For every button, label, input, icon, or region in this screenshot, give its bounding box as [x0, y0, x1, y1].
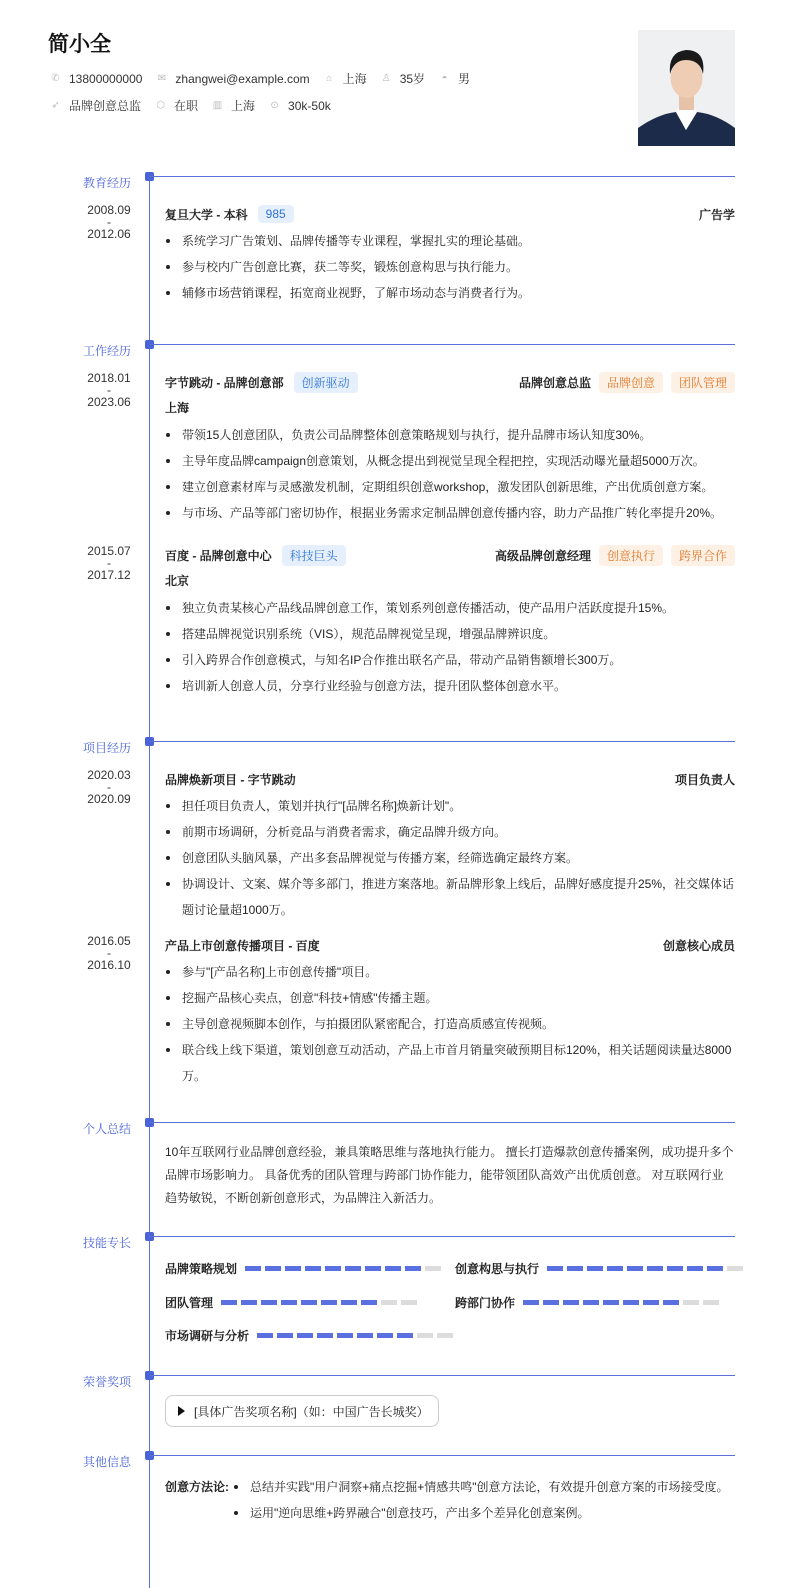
section-education	[0, 176, 794, 190]
skill-segment-filled	[587, 1266, 603, 1271]
skill-segment-filled	[277, 1333, 293, 1338]
job-info-row	[50, 97, 345, 114]
section-other	[0, 1455, 794, 1469]
age: 35岁	[399, 72, 426, 86]
gender-icon: ◓	[441, 73, 448, 84]
bullet-item: 前期市场调研，分析竞品与消费者需求，确定品牌升级方向。	[165, 819, 735, 845]
bullet-list	[233, 1474, 753, 1526]
skill-segment-filled	[603, 1300, 619, 1305]
skill-segment-filled	[297, 1333, 313, 1338]
email: zhangwei@example.com	[175, 71, 310, 86]
target-position: 品牌创意总监	[69, 99, 142, 113]
skill-level-bar	[245, 1266, 445, 1271]
bullet-list	[165, 595, 735, 699]
skill-segment-filled	[583, 1300, 599, 1305]
skill-segment-filled	[405, 1266, 421, 1271]
skill-segment-filled	[301, 1300, 317, 1305]
bullet-item: 联合线上线下渠道，策划创意互动活动，产品上市首月销量突破预期目标120%，相关话题阅读量达8000万。	[165, 1037, 735, 1089]
phone-icon: ✆	[51, 73, 60, 84]
date-part: 2023.06	[87, 395, 131, 409]
bullet-item: 建立创意素材库与灵感激发机制，定期组织创意workshop，激发团队创新思维，产出优质创意方案。	[165, 474, 735, 500]
skill-segment-filled	[543, 1300, 559, 1305]
project-role: 项目负责人	[674, 772, 735, 787]
divider	[149, 1122, 735, 1123]
skill-name: 品牌策略规划	[165, 1262, 238, 1276]
date-part: 2016.05	[87, 934, 131, 948]
skill-segment-filled	[305, 1266, 321, 1271]
divider	[149, 344, 735, 345]
bullet-list	[165, 228, 735, 306]
section-title: 项目经历	[83, 741, 132, 755]
skill-segment-filled	[321, 1300, 337, 1305]
skill-segment-empty	[401, 1300, 417, 1305]
divider	[149, 1375, 735, 1376]
other-label: 创意方法论:	[165, 1480, 229, 1494]
skill-name: 团队管理	[165, 1296, 214, 1310]
skill-segment-filled	[547, 1266, 563, 1271]
skill-segment-filled	[261, 1300, 277, 1305]
skill-segment-filled	[325, 1266, 341, 1271]
bullet-list	[165, 793, 735, 923]
company-tag: 科技巨头	[282, 545, 346, 566]
target-city: 上海	[231, 99, 256, 113]
skill-segment-filled	[265, 1266, 281, 1271]
status-icon: ⬡	[156, 100, 165, 111]
bullet-item: 主导创意视频脚本创作，与拍摄团队紧密配合，打造高质感宣传视频。	[165, 1011, 735, 1037]
school: 复旦大学 - 本科	[165, 207, 248, 222]
skill-item	[165, 1260, 445, 1277]
skill-segment-empty	[683, 1300, 699, 1305]
skill-item	[455, 1294, 723, 1311]
bullet-item: 引入跨界合作创意模式，与知名IP合作推出联名产品，带动产品销售额增长300万。	[165, 647, 735, 673]
date-part: 2015.07	[87, 544, 131, 558]
skill-segment-filled	[285, 1266, 301, 1271]
award-name: [具体广告奖项名称]（如：中国广告长城奖）	[194, 1404, 429, 1419]
section-title: 荣誉奖项	[83, 1375, 132, 1389]
school-tag: 985	[258, 205, 294, 223]
date-range	[84, 769, 134, 805]
bullet-item: 系统学习广告策划、品牌传播等专业课程，掌握扎实的理论基础。	[165, 228, 735, 254]
skill-segment-filled	[245, 1266, 261, 1271]
bullet-item: 主导年度品牌campaign创意策划，从概念提出到视觉呈现全程把控，实现活动曝光量超5000万次。	[165, 448, 735, 474]
bullet-item: 总结并实践"用户洞察+痛点挖掘+情感共鸣"创意方法论，有效提升创意方案的市场接受度。	[233, 1474, 753, 1500]
date-part: -	[107, 556, 111, 570]
location: 上海	[342, 72, 367, 86]
date-range	[84, 372, 134, 408]
work-city: 上海	[165, 401, 190, 415]
section-title: 个人总结	[83, 1122, 132, 1136]
date-part: 2017.12	[87, 568, 131, 582]
date-part: 2018.01	[87, 371, 131, 385]
bullet-list	[165, 422, 735, 526]
skill-segment-filled	[357, 1333, 373, 1338]
skill-segment-filled	[257, 1333, 273, 1338]
bullet-item: 担任项目负责人，策划并执行"[品牌名称]焕新计划"。	[165, 793, 735, 819]
skill-segment-filled	[663, 1300, 679, 1305]
skill-segment-filled	[687, 1266, 703, 1271]
skill-segment-filled	[623, 1300, 639, 1305]
skill-segment-filled	[241, 1300, 257, 1305]
date-part: 2012.06	[87, 227, 131, 241]
skill-name: 跨部门协作	[455, 1296, 516, 1310]
date-part: -	[107, 946, 111, 960]
role-tag: 跨界合作	[671, 545, 735, 566]
skill-segment-filled	[345, 1266, 361, 1271]
skill-item	[165, 1294, 421, 1311]
date-part: -	[107, 383, 111, 397]
profile-photo	[638, 30, 735, 146]
bullet-item: 参与"[产品名称]上市创意传播"项目。	[165, 959, 735, 985]
role-tag: 品牌创意	[599, 372, 663, 393]
home-icon: ⌂	[326, 73, 333, 84]
role-tag: 团队管理	[671, 372, 735, 393]
skill-segment-filled	[523, 1300, 539, 1305]
project-name: 产品上市创意传播项目 - 百度	[165, 938, 320, 953]
section-title: 工作经历	[83, 344, 132, 358]
section-summary	[0, 1122, 794, 1136]
skill-segment-filled	[397, 1333, 413, 1338]
skill-segment-empty	[703, 1300, 719, 1305]
date-range	[84, 935, 134, 971]
skill-item	[165, 1327, 457, 1344]
date-part: 2020.09	[87, 792, 131, 806]
job-title: 高级品牌创意经理	[494, 548, 591, 563]
section-skills	[0, 1236, 794, 1250]
bullet-item: 运用"逆向思维+跨界融合"创意技巧，产出多个差异化创意案例。	[233, 1500, 753, 1526]
bullet-list	[165, 959, 735, 1089]
date-part: 2016.10	[87, 958, 131, 972]
skill-segment-filled	[643, 1300, 659, 1305]
section-title: 其他信息	[83, 1455, 132, 1469]
summary-text: 10年互联网行业品牌创意经验，兼具策略思维与落地执行能力。 擅长打造爆款创意传播案例，成功提升多个品牌市场影响力。 具备优秀的团队管理与跨部门协作能力，能带领团队高效产出优质创意。 对互联网行业趋势敏锐，不断创新创意形式，为品牌注入新活力。	[165, 1145, 734, 1205]
salary: 30k-50k	[288, 98, 331, 113]
phone: 13800000000	[69, 71, 143, 86]
bullet-item: 搭建品牌视觉识别系统（VIS），规范品牌视觉呈现，增强品牌辨识度。	[165, 621, 735, 647]
project-role: 创意核心成员	[662, 938, 735, 953]
date-part: -	[107, 780, 111, 794]
work-city: 北京	[165, 574, 190, 588]
section-work	[0, 344, 794, 358]
skill-segment-filled	[317, 1333, 333, 1338]
skill-segment-empty	[381, 1300, 397, 1305]
building-icon: ▥	[212, 100, 223, 111]
skill-segment-filled	[337, 1333, 353, 1338]
skill-segment-filled	[607, 1266, 623, 1271]
skill-segment-filled	[707, 1266, 723, 1271]
bullet-item: 培训新人创意人员，分享行业经验与创意方法，提升团队整体创意水平。	[165, 673, 735, 699]
section-title: 技能专长	[83, 1236, 132, 1250]
skill-segment-empty	[425, 1266, 441, 1271]
company: 字节跳动 - 品牌创意部	[165, 375, 284, 390]
date-range	[84, 545, 134, 581]
section-projects	[0, 741, 794, 755]
skill-segment-filled	[627, 1266, 643, 1271]
section-awards	[0, 1375, 794, 1389]
company-tag: 创新驱动	[294, 372, 358, 393]
skill-segment-filled	[341, 1300, 357, 1305]
job-title: 品牌创意总监	[518, 375, 591, 390]
bullet-item: 独立负责某核心产品线品牌创意工作，策划系列创意传播活动，使产品用户活跃度提升15%。	[165, 595, 735, 621]
skill-segment-filled	[281, 1300, 297, 1305]
date-range	[84, 204, 134, 240]
skill-segment-filled	[365, 1266, 381, 1271]
award-item[interactable]	[165, 1395, 439, 1427]
date-part: 2020.03	[87, 768, 131, 782]
role-tag: 创意执行	[599, 545, 663, 566]
bullet-item: 辅修市场营销课程，拓宽商业视野，了解市场动态与消费者行为。	[165, 280, 735, 306]
divider	[149, 741, 735, 742]
job-status: 在职	[174, 99, 199, 113]
date-part: -	[107, 215, 111, 229]
skill-segment-filled	[563, 1300, 579, 1305]
bullet-item: 挖掘产品核心卖点，创意"科技+情感"传播主题。	[165, 985, 735, 1011]
expand-triangle-icon	[178, 1406, 185, 1416]
skill-segment-filled	[361, 1300, 377, 1305]
company: 百度 - 品牌创意中心	[165, 548, 272, 563]
send-icon: ➶	[51, 100, 60, 111]
skill-level-bar	[221, 1300, 421, 1305]
skill-item	[455, 1260, 747, 1277]
bullet-item: 与市场、产品等部门密切协作，根据业务需求定制品牌创意传播内容，助力产品推广转化率提升20%。	[165, 500, 735, 526]
bullet-item: 创意团队头脑风暴，产出多套品牌视觉与传播方案，经筛选确定最终方案。	[165, 845, 735, 871]
salary-icon: ⊙	[270, 100, 279, 111]
date-part: 2008.09	[87, 203, 131, 217]
divider	[149, 1236, 735, 1237]
skill-level-bar	[547, 1266, 747, 1271]
skill-segment-empty	[727, 1266, 743, 1271]
skill-segment-filled	[385, 1266, 401, 1271]
section-title: 教育经历	[83, 176, 132, 190]
divider	[149, 176, 735, 177]
skill-segment-filled	[667, 1266, 683, 1271]
contact-info-row	[50, 70, 484, 87]
project-name: 品牌焕新项目 - 字节跳动	[165, 772, 296, 787]
skill-segment-filled	[567, 1266, 583, 1271]
skill-segment-filled	[221, 1300, 237, 1305]
gender: 男	[458, 72, 471, 86]
skill-level-bar	[523, 1300, 723, 1305]
mail-icon: ✉	[157, 73, 167, 84]
skill-segment-filled	[377, 1333, 393, 1338]
divider	[149, 1455, 735, 1456]
skill-segment-empty	[417, 1333, 433, 1338]
candidate-name: 简小全	[48, 33, 111, 56]
major: 广告学	[698, 207, 735, 222]
age-icon: ♙	[381, 73, 391, 84]
bullet-item: 协调设计、文案、媒介等多部门，推进方案落地。新品牌形象上线后，品牌好感度提升25%，社交媒体话题讨论量超1000万。	[165, 871, 735, 923]
bullet-item: 带领15人创意团队，负责公司品牌整体创意策略规划与执行，提升品牌市场认知度30%。	[165, 422, 735, 448]
skill-level-bar	[257, 1333, 457, 1338]
skill-name: 创意构思与执行	[455, 1262, 540, 1276]
skill-segment-empty	[437, 1333, 453, 1338]
skill-segment-filled	[647, 1266, 663, 1271]
skill-name: 市场调研与分析	[165, 1329, 250, 1343]
bullet-item: 参与校内广告创意比赛，获二等奖，锻炼创意构思与执行能力。	[165, 254, 735, 280]
